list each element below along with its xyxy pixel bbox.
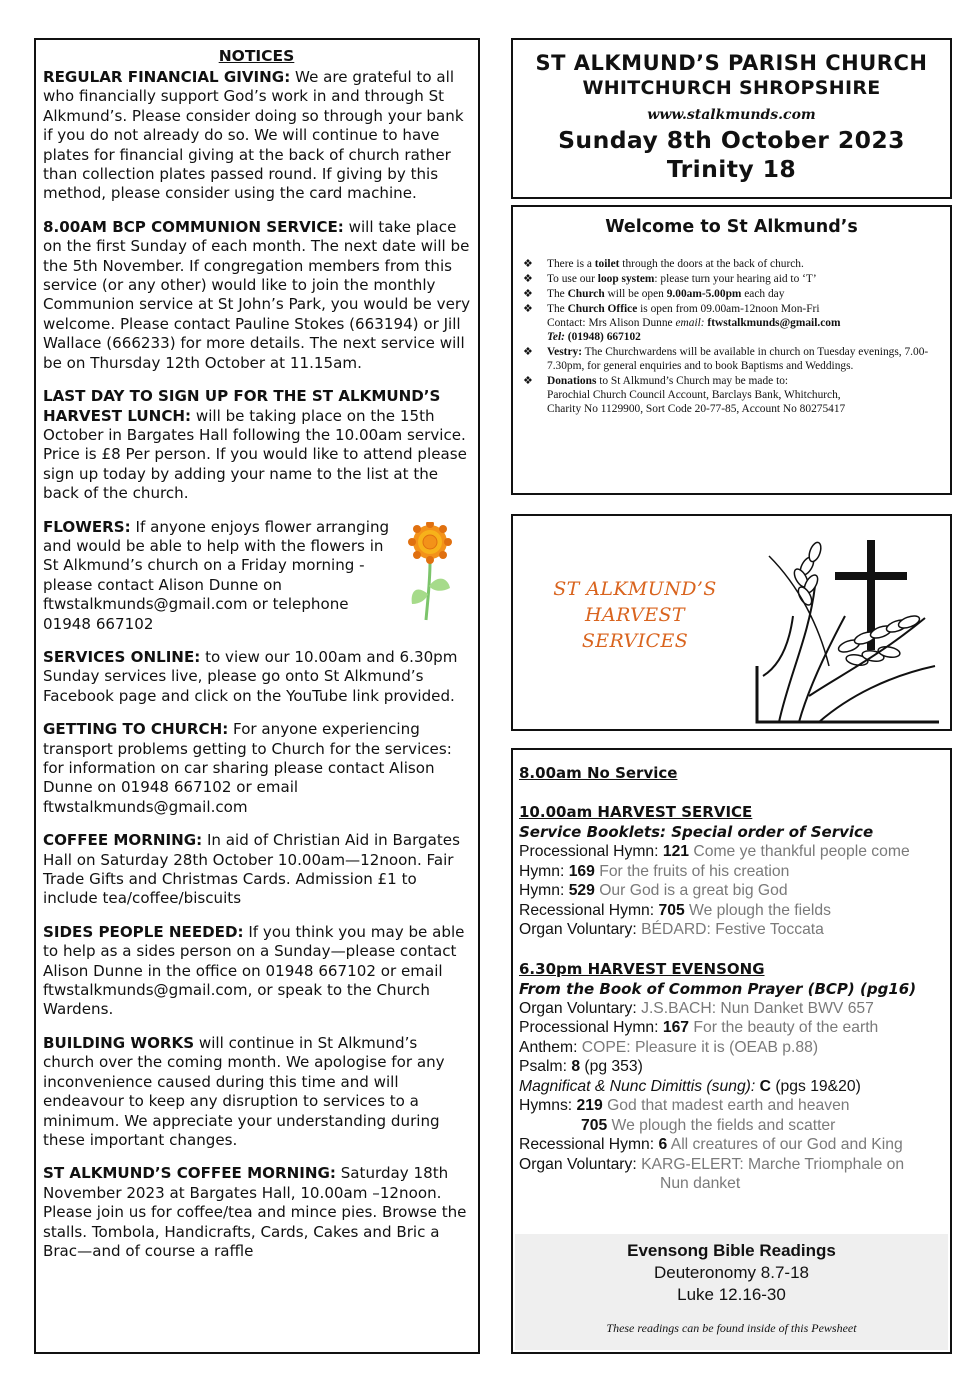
welcome-text: The Churchwardens will be available in church on Tuesday evenings, 7.00-7.30pm, for general enquiries and to book Baptisms and Weddings. bbox=[547, 346, 929, 372]
service-line bbox=[519, 1096, 944, 1116]
liturgical-week: Trinity 18 bbox=[666, 155, 797, 183]
spacer bbox=[519, 783, 944, 803]
notice-heading: SERVICES ONLINE: bbox=[43, 647, 201, 666]
anthem-title: COPE: Pleasure it is (OEAB p.88) bbox=[581, 1038, 819, 1056]
church-header bbox=[511, 38, 952, 199]
reading-1: Deuteronomy 8.7-18 bbox=[654, 1263, 809, 1282]
notice-body: We are grateful to all who financially support God’s work in and through St Alkmund’s. Please consider doing so through your bank if you do not already do so. We will continue to have plates for financial giving at the back of church rather than collection plates passed round. If giving by this method, please consider using the card machine. bbox=[43, 68, 464, 203]
notice-heading: SIDES PEOPLE NEEDED: bbox=[43, 922, 244, 941]
notice-body: will continue in St Alkmund’s church over the coming month. We apologise for any inconvenience caused during this time and will endeavour to keep any disruption to services to a minimum. We appreciate your understanding during these important changes. bbox=[43, 1033, 445, 1149]
harvest-banner-text bbox=[529, 576, 741, 654]
welcome-bold: toilet bbox=[594, 258, 620, 270]
bible-readings bbox=[515, 1234, 948, 1350]
psalm-page: (pg 353) bbox=[580, 1058, 643, 1075]
line-label: Hymn: bbox=[519, 862, 569, 880]
services-panel bbox=[511, 748, 952, 1354]
evening-service-heading: 6.30pm HARVEST EVENSONG bbox=[519, 959, 765, 978]
church-website[interactable]: www.stalkmunds.com bbox=[647, 107, 816, 123]
welcome-text: There is a bbox=[547, 258, 595, 270]
notice-financial-giving bbox=[43, 68, 470, 204]
line-label: Psalm: bbox=[519, 1058, 572, 1075]
hymn-number: 6 bbox=[658, 1136, 668, 1153]
notice-alkmunds-coffee-morning bbox=[43, 1164, 470, 1261]
service-line bbox=[519, 1057, 944, 1077]
hymn-title: Our God is a great big God bbox=[594, 882, 788, 899]
line-label: Anthem: bbox=[519, 1038, 582, 1056]
welcome-text: The bbox=[547, 288, 568, 300]
morning-service-heading: 10.00am HARVEST SERVICE bbox=[519, 803, 753, 821]
notice-heading: ST ALKMUND’S COFFEE MORNING: bbox=[43, 1164, 336, 1183]
notice-building-works bbox=[43, 1034, 470, 1150]
service-date: Sunday 8th October 2023 bbox=[558, 126, 905, 154]
hymn-number: 705 bbox=[658, 901, 685, 919]
welcome-text: email: bbox=[675, 317, 705, 329]
line-label: Processional Hymn: bbox=[519, 1019, 663, 1036]
list-item bbox=[523, 287, 940, 301]
service-line bbox=[519, 1135, 944, 1155]
welcome-text: through the doors at the back of church. bbox=[619, 258, 804, 270]
office-contact bbox=[547, 316, 940, 330]
welcome-text: The bbox=[547, 303, 568, 315]
notice-heading: LAST DAY TO SIGN UP FOR THE ST ALKMUND’S HARVEST LUNCH: bbox=[43, 387, 441, 425]
flowers-section bbox=[43, 518, 470, 634]
organ-piece: KARG-ELERT: Marche Triomphale on bbox=[641, 1155, 905, 1173]
welcome-text: will be open bbox=[604, 288, 667, 300]
hymn-title: All creatures of our God and King bbox=[667, 1136, 903, 1153]
early-service: 8.00am No Service bbox=[519, 764, 678, 782]
service-line bbox=[519, 999, 944, 1019]
diamond-bullet-icon: ❖ bbox=[523, 346, 533, 358]
harvest-banner bbox=[511, 514, 952, 731]
orange-flower-icon bbox=[408, 522, 458, 622]
welcome-text: Parochial Church Council Account, Barclays Bank, Whitchurch, bbox=[547, 389, 841, 401]
spacer bbox=[519, 940, 944, 960]
notice-sides-people bbox=[43, 923, 470, 1020]
diamond-bullet-icon: ❖ bbox=[523, 273, 533, 285]
notice-body: If anyone enjoys flower arranging and would be able to help with the flowers in St Alkmund’s church on a Friday morning - please contact Alison Dunne on ftwstalkmunds@gmail.com or telephone 01948 667102 bbox=[43, 517, 390, 633]
welcome-title: Welcome to St Alkmund’s bbox=[605, 217, 858, 237]
list-item bbox=[523, 272, 940, 286]
notice-body: For anyone experiencing transport problems getting to Church for the services: for information on car sharing please contact Alison Dunne on 01948 667102 or email ftwstalkmunds@gmail.com bbox=[43, 720, 452, 816]
service-line bbox=[519, 1038, 944, 1058]
service-line bbox=[519, 1077, 944, 1097]
welcome-text: is open from 09.00am-12noon Mon-Fri bbox=[637, 303, 820, 315]
readings-title: Evensong Bible Readings bbox=[627, 1241, 836, 1260]
welcome-text: : please turn your hearing aid to ‘T’ bbox=[654, 273, 817, 285]
diamond-bullet-icon: ❖ bbox=[523, 288, 533, 300]
line-label: Organ Voluntary: bbox=[519, 921, 642, 938]
line-label: Processional Hymn: bbox=[519, 843, 663, 860]
welcome-bold: (01948) 667102 bbox=[564, 331, 641, 343]
notices-panel bbox=[34, 38, 480, 1354]
notice-getting-to-church bbox=[43, 720, 470, 817]
diamond-bullet-icon: ❖ bbox=[523, 375, 533, 387]
service-line bbox=[519, 1116, 944, 1136]
notice-body: In aid of Christian Aid in Bargates Hall on Saturday 28th October 10.00am—12noon. Fair Trade Gifts and Christmas Cards. Admission £1 to include tea/coffee/biscuits bbox=[43, 831, 460, 908]
welcome-text: Contact: Mrs Alison Dunne bbox=[547, 317, 676, 329]
services-list bbox=[513, 750, 950, 1194]
service-line bbox=[519, 1174, 944, 1194]
welcome-text: to St Alkmund’s Church may be made to: bbox=[596, 375, 789, 387]
welcome-bold: loop system bbox=[597, 273, 655, 285]
setting-pages: (pgs 19&20) bbox=[770, 1077, 861, 1095]
line-label: Recessional Hymn: bbox=[519, 1136, 659, 1153]
list-item bbox=[523, 374, 940, 416]
welcome-text: To use our bbox=[547, 273, 598, 285]
line-label: Hymn: bbox=[519, 882, 569, 899]
welcome-list bbox=[523, 257, 940, 416]
notice-heading: 8.00AM BCP COMMUNION SERVICE: bbox=[43, 217, 344, 236]
welcome-text: each day bbox=[741, 288, 785, 300]
welcome-bold: 9.00am-5.00pm bbox=[666, 288, 742, 300]
welcome-bold: Donations bbox=[547, 375, 597, 387]
notice-coffee-morning bbox=[43, 831, 470, 909]
hymn-title: God that madest earth and heaven bbox=[602, 1097, 850, 1114]
harvest-banner-line: HARVEST SERVICES bbox=[581, 604, 689, 652]
notice-bcp-communion bbox=[43, 218, 470, 373]
church-town: WHITCHURCH SHROPSHIRE bbox=[582, 77, 881, 99]
service-line bbox=[519, 881, 944, 901]
readings-note: These readings can be found inside of this Pewsheet bbox=[606, 1321, 857, 1335]
service-line bbox=[519, 1155, 944, 1175]
list-item bbox=[523, 345, 940, 373]
hymn-number: 167 bbox=[662, 1019, 690, 1036]
evening-service-subheading: From the Book of Common Prayer (BCP) (pg16) bbox=[519, 979, 917, 998]
welcome-bold: Church bbox=[567, 288, 605, 300]
service-line bbox=[519, 862, 944, 882]
organ-piece: J.S.BACH: Nun Danket BWV 657 bbox=[641, 999, 874, 1017]
church-name: ST ALKMUND’S PARISH CHURCH bbox=[535, 51, 928, 75]
hymn-title: Come ye thankful people come bbox=[689, 843, 910, 860]
hymn-number: 169 bbox=[568, 862, 595, 880]
welcome-bold: Church Office bbox=[567, 303, 638, 315]
notice-body: will be taking place on the 15th October in Bargates Hall following the 10.00am service. Price is £8 Per person. If you would like to attend please sign up today by adding your name to the list at the back of the church. bbox=[43, 406, 467, 503]
notice-heading: REGULAR FINANCIAL GIVING: bbox=[43, 68, 291, 86]
office-tel bbox=[547, 330, 940, 344]
notice-body: to view our 10.00am and 6.30pm Sunday services live, please go onto St Alkmund’s Facebook page and click on the YouTube link provided. bbox=[43, 647, 458, 705]
hymn-number: 219 bbox=[576, 1097, 603, 1114]
hymn-title: For the fruits of his creation bbox=[594, 862, 790, 880]
service-line bbox=[519, 1018, 944, 1038]
setting-letter: C bbox=[759, 1077, 771, 1095]
welcome-panel bbox=[511, 205, 952, 495]
diamond-bullet-icon: ❖ bbox=[523, 258, 533, 270]
organ-piece: BÉDARD: Festive Toccata bbox=[641, 921, 824, 938]
notice-heading: GETTING TO CHURCH: bbox=[43, 720, 229, 739]
wheat-and-cross-icon bbox=[749, 526, 949, 726]
reading-2: Luke 12.16-30 bbox=[677, 1285, 786, 1304]
hymn-title: We plough the fields bbox=[684, 901, 831, 919]
hymn-number: 121 bbox=[662, 843, 690, 860]
organ-piece: Nun danket bbox=[660, 1175, 741, 1192]
notice-harvest-lunch bbox=[43, 387, 470, 503]
service-line bbox=[519, 920, 944, 940]
hymn-number: 529 bbox=[568, 882, 595, 899]
diamond-bullet-icon: ❖ bbox=[523, 303, 533, 315]
list-item bbox=[523, 257, 940, 271]
list-item bbox=[523, 302, 940, 344]
hymn-title: For the beauty of the earth bbox=[689, 1019, 879, 1036]
notice-body: If you think you may be able to help as a sides person on a Sunday—please contact Alison Dunne in the office on 01948 667102 or email ftwstalkmunds@gmail.com, or speak to the Church Wardens. bbox=[43, 922, 465, 1019]
welcome-text: Charity No 1129900, Sort Code 20-77-85, Account No 80275417 bbox=[547, 403, 846, 415]
notice-body: Saturday 18th November 2023 at Bargates Hall, 10.00am –12noon. Please join us for coffee/tea and mince pies. Browse the stalls. Tombola, Handicrafts, Cards, Cakes and Bric a Brac—and of course a raffle bbox=[43, 1164, 467, 1260]
harvest-banner-line: ST ALKMUND’S bbox=[553, 578, 717, 600]
hymn-number: 705 bbox=[581, 1116, 608, 1134]
notice-heading: BUILDING WORKS bbox=[43, 1033, 195, 1052]
notice-heading: FLOWERS: bbox=[43, 517, 131, 536]
line-label: Recessional Hymn: bbox=[519, 901, 659, 919]
notice-heading: COFFEE MORNING: bbox=[43, 831, 203, 850]
notices-title: NOTICES bbox=[218, 47, 295, 65]
line-label: Organ Voluntary: bbox=[519, 1155, 642, 1173]
morning-service-subheading: Service Booklets: Special order of Service bbox=[519, 823, 874, 841]
line-label: Magnificat & Nunc Dimittis (sung): bbox=[519, 1077, 760, 1095]
psalm-number: 8 bbox=[571, 1058, 581, 1075]
notice-body: will take place on the first Sunday of each month. The next date will be the 5th November. If congregation members from this service (or any other) would like to join the monthly Communion service at St John’s Park, you would be very welcome. Please contact Pauline Stokes (663194) or Jill Wallace (666233) for more details. The next service will be on Thursday 12th October at 11.15am. bbox=[43, 217, 470, 372]
hymn-title: We plough the fields and scatter bbox=[607, 1116, 836, 1134]
welcome-text: Tel: bbox=[547, 331, 565, 343]
notice-services-online bbox=[43, 648, 470, 706]
line-label: Organ Voluntary: bbox=[519, 999, 642, 1017]
notice-flowers bbox=[43, 518, 470, 634]
line-label: Hymns: bbox=[519, 1097, 577, 1114]
service-line bbox=[519, 842, 944, 862]
service-line bbox=[519, 901, 944, 921]
welcome-bold: Vestry: bbox=[547, 346, 583, 358]
office-email[interactable]: ftwstalkmunds@gmail.com bbox=[704, 317, 841, 329]
